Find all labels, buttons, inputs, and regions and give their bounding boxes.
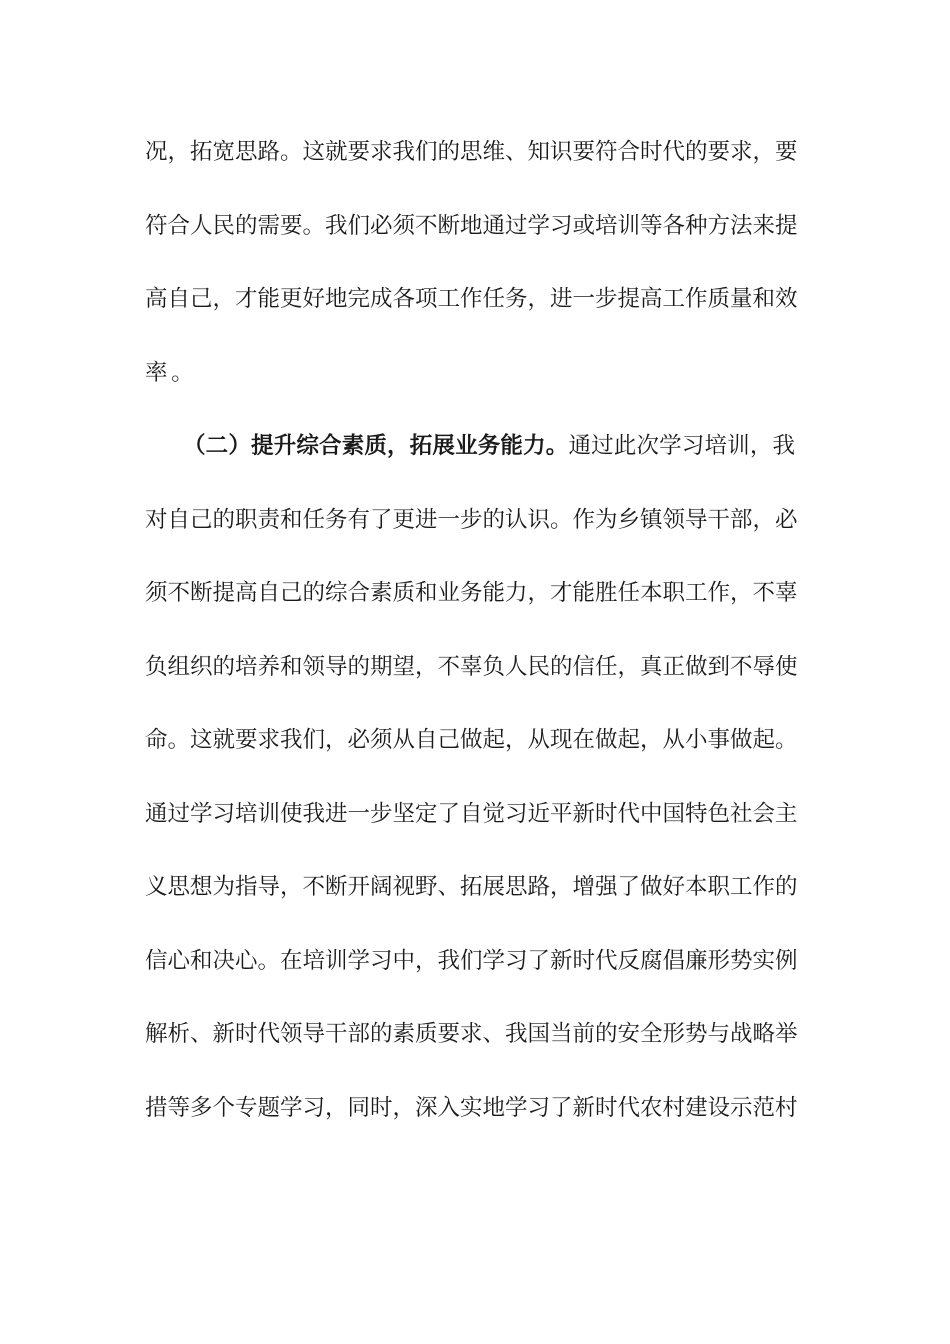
text-line: 解析、新时代领导干部的素质要求、我国当前的安全形势与战略举 xyxy=(145,1021,798,1047)
text-line: 信心和决心。在培训学习中，我们学习了新时代反腐倡廉形势实例 xyxy=(145,947,798,974)
text-line: 通过学习培训使我进一步坚定了自觉习近平新时代中国特色社会主 xyxy=(145,800,798,827)
section-heading-line xyxy=(145,426,795,500)
text-line: 须不断提高自己的综合素质和业务能力，才能胜任本职工作，不辜 xyxy=(145,580,798,606)
section-heading: （二）提升综合素质，拓展业务能力。 xyxy=(183,433,569,459)
text-line: 高自己，才能更好地完成各项工作任务，进一步提高工作质量和效 xyxy=(145,286,798,312)
text-line: 符合人民的需要。我们必须不断地通过学习或培训等各种方法来提 xyxy=(145,212,798,239)
text-line-rest: 通过此次学习培训，我 xyxy=(568,433,795,459)
text-line: 义思想为指导，不断开阔视野、拓展思路，增强了做好本职工作的 xyxy=(145,874,798,900)
document-body xyxy=(145,132,798,1161)
text-line: 况，拓宽思路。这就要求我们的思维、知识要符合时代的要求，要 xyxy=(145,139,798,165)
text-line: 措等多个专题学习，同时，深入实地学习了新时代农村建设示范村 xyxy=(145,1094,798,1121)
text-line: 命。这就要求我们，必须从自己做起，从现在做起，从小事做起。 xyxy=(145,727,798,753)
text-line: 对自己的职责和任务有了更进一步的认识。作为乡镇领导干部，必 xyxy=(145,506,798,533)
text-line: 负组织的培养和领导的期望，不辜负人民的信任，真正做到不辱使 xyxy=(145,653,798,680)
text-line: 率。 xyxy=(145,359,198,386)
